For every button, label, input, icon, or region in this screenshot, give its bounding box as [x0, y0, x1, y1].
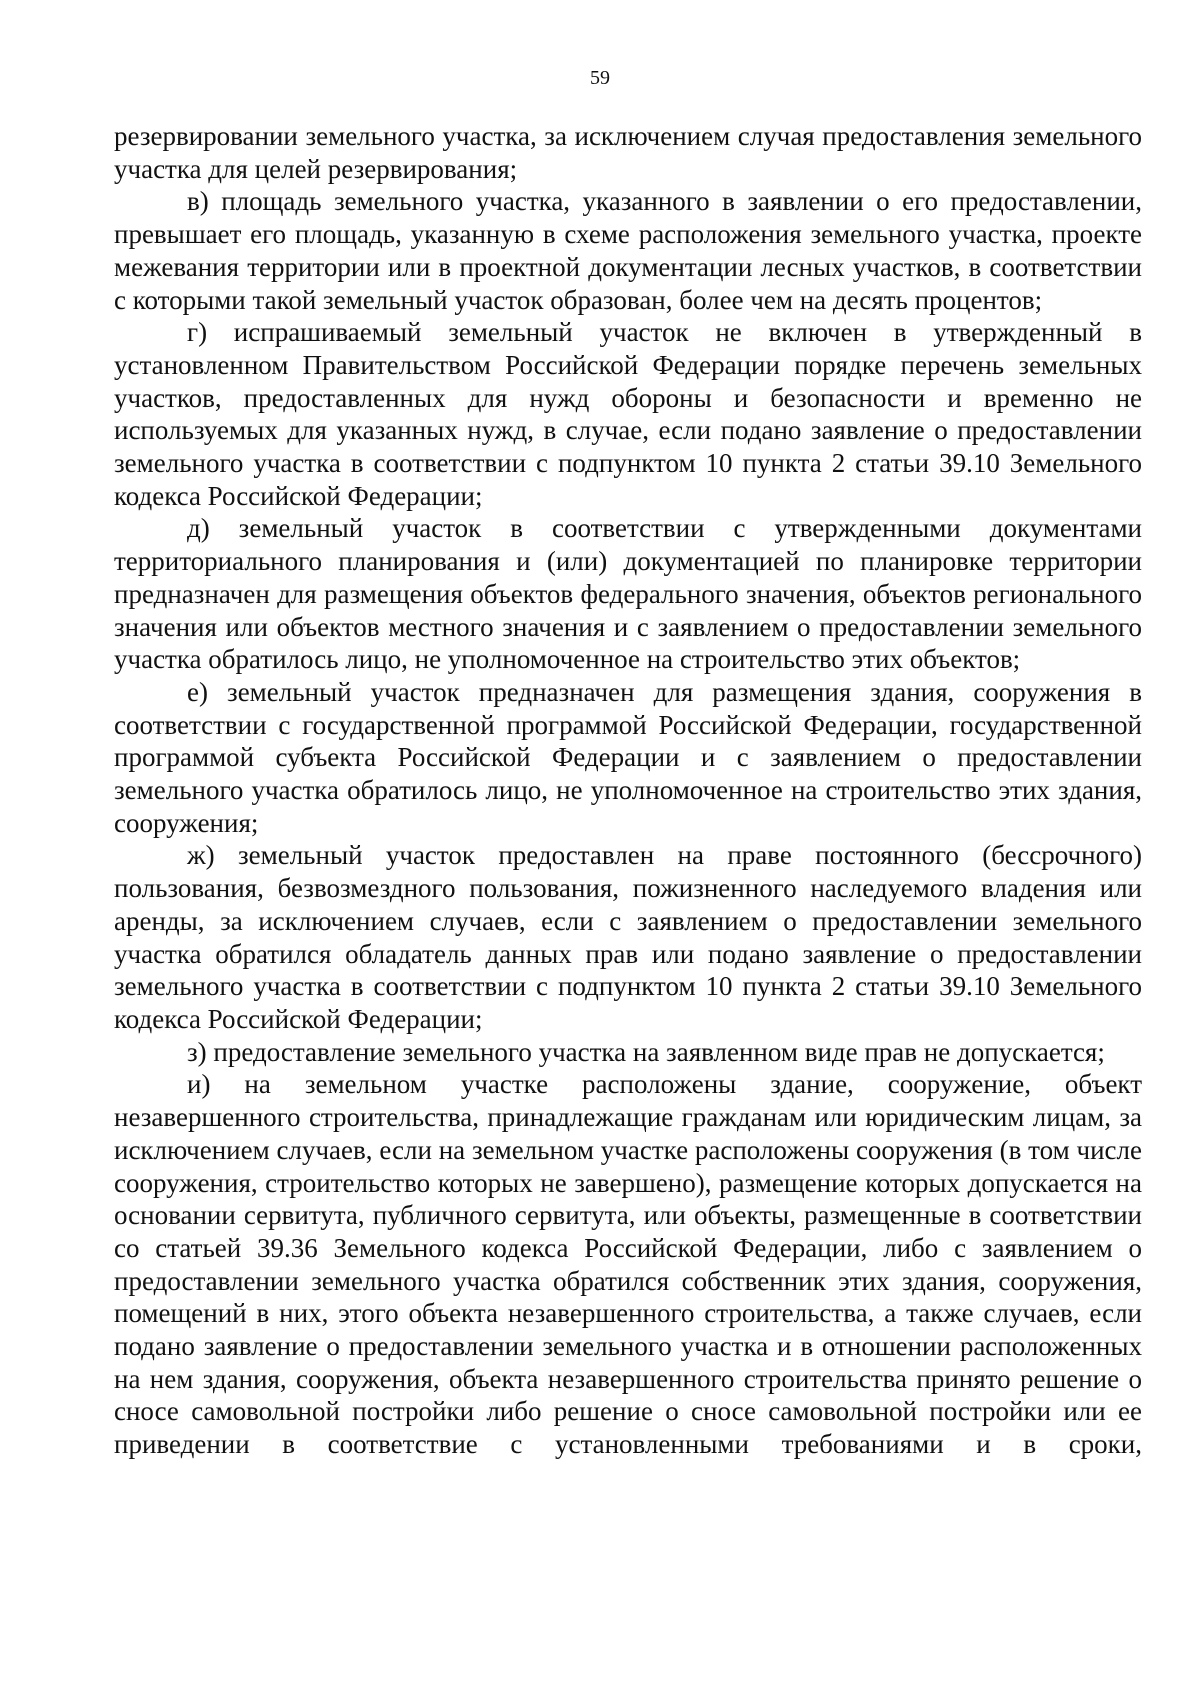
document-body	[114, 120, 1142, 1461]
paragraph-item-g: г) испрашиваемый земельный участок не включен в утвержденный в установленном Правительством Российской Федерации порядке перечень земельных участков, предоставленных для нужд обороны и безопасности и временно не используемых для указанных нужд, в случае, если подано заявление о предоставлении земельного участка в соответствии с подпунктом 10 пункта 2 статьи 39.10 Земельного кодекса Российской Федерации;	[114, 317, 1142, 511]
page-number: 59	[590, 67, 610, 89]
paragraph-item-e: е) земельный участок предназначен для размещения здания, сооружения в соответствии с государственной программой Российской Федерации, государственной программой субъекта Российской Федерации и с заявлением о предоставлении земельного участка обратилось лицо, не уполномоченное на строительство этих здания, сооружения;	[114, 676, 1142, 838]
paragraph-item-zh: ж) земельный участок предоставлен на праве постоянного (бессрочного) пользования, безвозмездного пользования, пожизненного наследуемого владения или аренды, за исключением случаев, если с заявлением о предоставлении земельного участка обратился обладатель данных прав или подано заявление о предоставлении земельного участка в соответствии с подпунктом 10 пункта 2 статьи 39.10 Земельного кодекса Российской Федерации;	[114, 840, 1142, 1034]
paragraph-item-z: з) предоставление земельного участка на заявленном виде прав не допускается;	[187, 1036, 1105, 1067]
paragraph-continuation: резервировании земельного участка, за исключением случая предоставления земельного участка для целей резервирования;	[114, 121, 1142, 184]
paragraph-item-i: и) на земельном участке расположены здание, сооружение, объект незавершенного строительства, принадлежащие гражданам или юридическим лицам, за исключением случаев, если на земельном участке расположены сооружения (в том числе сооружения, строительство которых не завершено), размещение которых допускается на основании сервитута, публичного сервитута, или объекты, размещенные в соответствии со статьей 39.36 Земельного кодекса Российской Федерации, либо с заявлением о предоставлении земельного участка обратился собственник этих здания, сооружения, помещений в них, этого объекта незавершенного строительства, а также случаев, если подано заявление о предоставлении земельного участка и в отношении расположенных на нем здания, сооружения, объекта незавершенного строительства принято решение о сносе самовольной постройки либо решение о сносе самовольной постройки или ее приведении в соответствие с установленными требованиями и в сроки,	[114, 1069, 1142, 1460]
paragraph-item-d: д) земельный участок в соответствии с утвержденными документами территориального планирования и (или) документацией по планировке территории предназначен для размещения объектов федерального значения, объектов регионального значения или объектов местного значения и с заявлением о предоставлении земельного участка обратилось лицо, не уполномоченное на строительство этих объектов;	[114, 513, 1142, 675]
paragraph-item-v: в) площадь земельного участка, указанного в заявлении о его предоставлении, превышает его площадь, указанную в схеме расположения земельного участка, проекте межевания территории или в проектной документации лесных участков, в соответствии с которыми такой земельный участок образован, более чем на десять процентов;	[114, 186, 1142, 315]
